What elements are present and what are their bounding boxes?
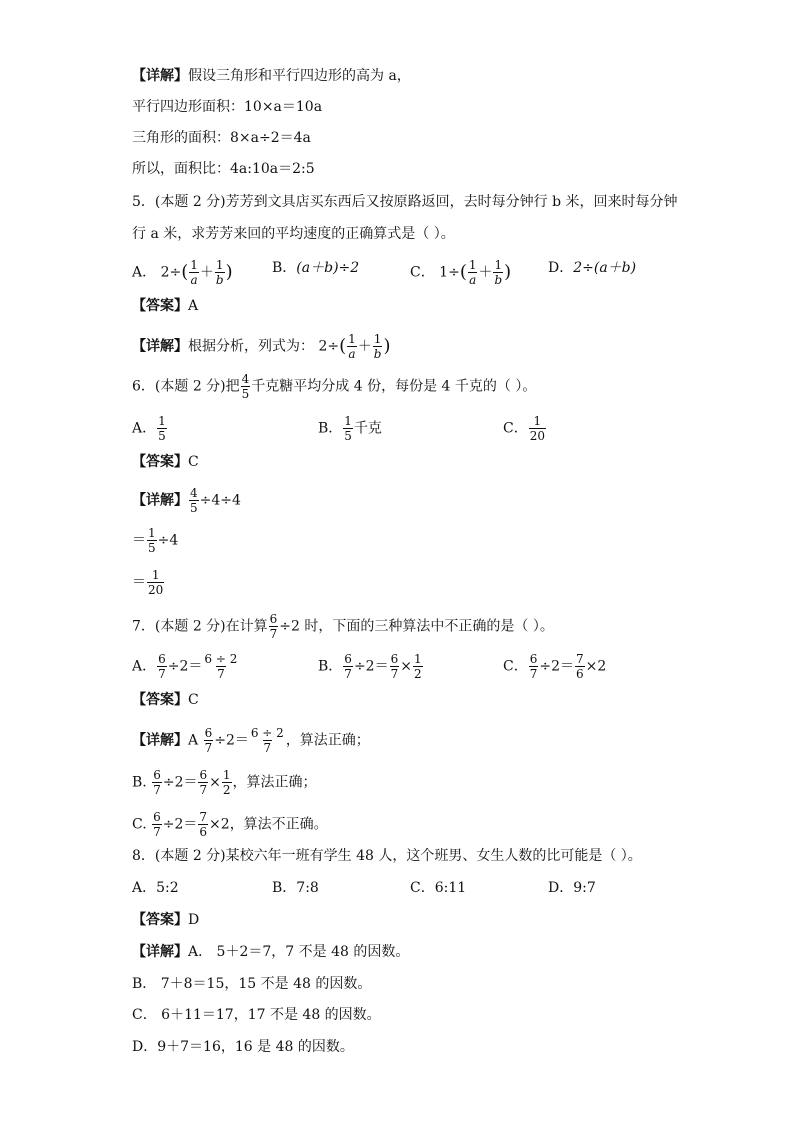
fraction: $\frac{6 \div 2}{7}$ — [250, 726, 284, 755]
q8-stem: 8．(本题 2 分)某校六年一班有学生 48 人，这个班男、女生人数的比可能是（ ）。 — [132, 848, 642, 864]
fraction: $\frac{4}{5}$ — [241, 372, 250, 401]
q7-detail-2: B. $\frac{6}{7}$ ÷2＝ $\frac{6}{7}$ × $\frac{1}{2}$ ，算法正确； — [132, 768, 317, 797]
q6-stem: 6．(本题 2 分)把 $\frac{4}{5}$ 千克糖平均分成 4 份，每份是 4 千克的（ ）。 — [132, 372, 537, 401]
q5-option-b: B．(a＋b)÷2 — [272, 260, 360, 276]
q7-answer: 【答案】C — [132, 692, 199, 708]
fraction: $\frac{1}{2}$ — [413, 652, 422, 681]
q4-detail-line-1: 【详解】假设三角形和平行四边形的高为 a， — [132, 68, 411, 84]
q8-option-a: A．5:2 — [132, 880, 179, 896]
q4-detail-line-4: 所以，面积比：4a:10a＝2:5 — [132, 161, 315, 177]
q4-detail-line-3: 三角形的面积：8×a÷2＝4a — [132, 130, 311, 146]
q6-detail-1: 【详解】 $\frac{4}{5}$ ÷4÷4 — [132, 486, 241, 515]
q7-option-c: C． $\frac{6}{7}$ ÷2＝ $\frac{7}{6}$ ×2 — [503, 652, 607, 681]
fraction: $\frac{1}{a}$ — [190, 258, 198, 287]
fraction: $\frac{6}{7}$ — [529, 652, 538, 681]
q8-detail-2: B． 7＋8＝15，15 不是 48 的因数。 — [132, 976, 372, 992]
fraction: $\frac{6}{7}$ — [390, 652, 399, 681]
fraction: $\frac{1}{b}$ — [215, 258, 224, 287]
q7-detail-1: 【详解】A $\frac{6}{7}$ ÷2＝ $\frac{6 \div 2}{7}$ ，算法正确； — [132, 726, 370, 755]
q5-option-d: D．2÷(a＋b) — [548, 260, 637, 276]
fraction: $\frac{6}{7}$ — [344, 652, 352, 681]
fraction: $\frac{6}{7}$ — [269, 612, 278, 641]
q8-detail-3: C． 6＋11＝17，17 不是 48 的因数。 — [132, 1007, 381, 1023]
q8-option-b: B．7:8 — [272, 880, 319, 896]
detail-tag: 【详解】 — [132, 68, 188, 84]
q5-option-a: A． 2÷( $\frac{1}{a}$ ＋ $\frac{1}{b}$ ) — [132, 258, 233, 287]
fraction: $\frac{1}{b}$ — [373, 332, 382, 361]
fraction: $\frac{1}{2}$ — [222, 768, 231, 797]
q6-detail-3: ＝ $\frac{1}{20}$ — [132, 568, 164, 597]
q6-option-b: B． $\frac{1}{5}$ 千克 — [318, 414, 382, 443]
q8-detail-4: D．9＋7＝16，16 是 48 的因数。 — [132, 1039, 354, 1055]
fraction: $\frac{7}{6}$ — [576, 652, 584, 681]
fraction: $\frac{6 \div 2}{7}$ — [204, 652, 238, 681]
fraction: $\frac{7}{6}$ — [199, 810, 208, 839]
q7-option-b: B． $\frac{6}{7}$ ÷2＝ $\frac{6}{7}$ × $\frac{1}{2}$ — [318, 652, 422, 681]
q5-stem-1: 5．(本题 2 分)芳芳到文具店买东西后又按原路返回，去时每分钟行 b 米，回来时每分钟 — [132, 194, 678, 210]
fraction: $\frac{1}{5}$ — [344, 414, 352, 443]
q4-detail-line-2: 平行四边形面积：10×a＝10a — [132, 99, 323, 115]
fraction: $\frac{1}{20}$ — [529, 414, 545, 443]
q8-option-c: C．6:11 — [410, 880, 467, 896]
q6-detail-2: ＝ $\frac{1}{5}$ ÷4 — [132, 526, 179, 555]
q8-answer: 【答案】D — [132, 912, 200, 928]
fraction: $\frac{6}{7}$ — [153, 768, 161, 797]
fraction: $\frac{1}{20}$ — [148, 568, 164, 597]
q7-option-a: A． $\frac{6}{7}$ ÷2＝ $\frac{6 \div 2}{7}$ — [132, 652, 238, 681]
q8-detail-1: 【详解】A． 5＋2＝7，7 不是 48 的因数。 — [132, 944, 410, 960]
q7-detail-3: C. $\frac{6}{7}$ ÷2＝ $\frac{7}{6}$ ×2，算法不正确。 — [132, 810, 328, 839]
q6-answer: 【答案】C — [132, 454, 199, 470]
fraction: $\frac{6}{7}$ — [204, 726, 213, 755]
q7-stem: 7．(本题 2 分)在计算 $\frac{6}{7}$ ÷2 时，下面的三种算法中不正确的是（ ）。 — [132, 612, 554, 641]
q6-option-c: C． $\frac{1}{20}$ — [503, 414, 545, 443]
q8-option-d: D．9:7 — [548, 880, 596, 896]
q5-stem-2: 行 a 米，求芳芳来回的平均速度的正确算式是（ ）。 — [132, 226, 455, 242]
fraction: $\frac{6}{7}$ — [153, 810, 161, 839]
fraction: $\frac{4}{5}$ — [190, 486, 198, 515]
fraction: $\frac{1}{5}$ — [148, 526, 156, 555]
fraction: $\frac{6}{7}$ — [158, 652, 166, 681]
fraction: $\frac{1}{a}$ — [468, 258, 477, 287]
q5-detail: 【详解】根据分析，列式为： 2÷( $\frac{1}{a}$ ＋ $\frac{1}{b}$ ) — [132, 332, 391, 361]
q6-option-a: A． $\frac{1}{5}$ — [132, 414, 166, 443]
fraction: $\frac{1}{b}$ — [494, 258, 503, 287]
q5-option-c: C． 1÷( $\frac{1}{a}$ ＋ $\frac{1}{b}$ ) — [410, 258, 512, 287]
fraction: $\frac{6}{7}$ — [199, 768, 208, 797]
q5-answer: 【答案】A — [132, 298, 199, 314]
fraction: $\frac{1}{a}$ — [348, 332, 356, 361]
fraction: $\frac{1}{5}$ — [158, 414, 166, 443]
